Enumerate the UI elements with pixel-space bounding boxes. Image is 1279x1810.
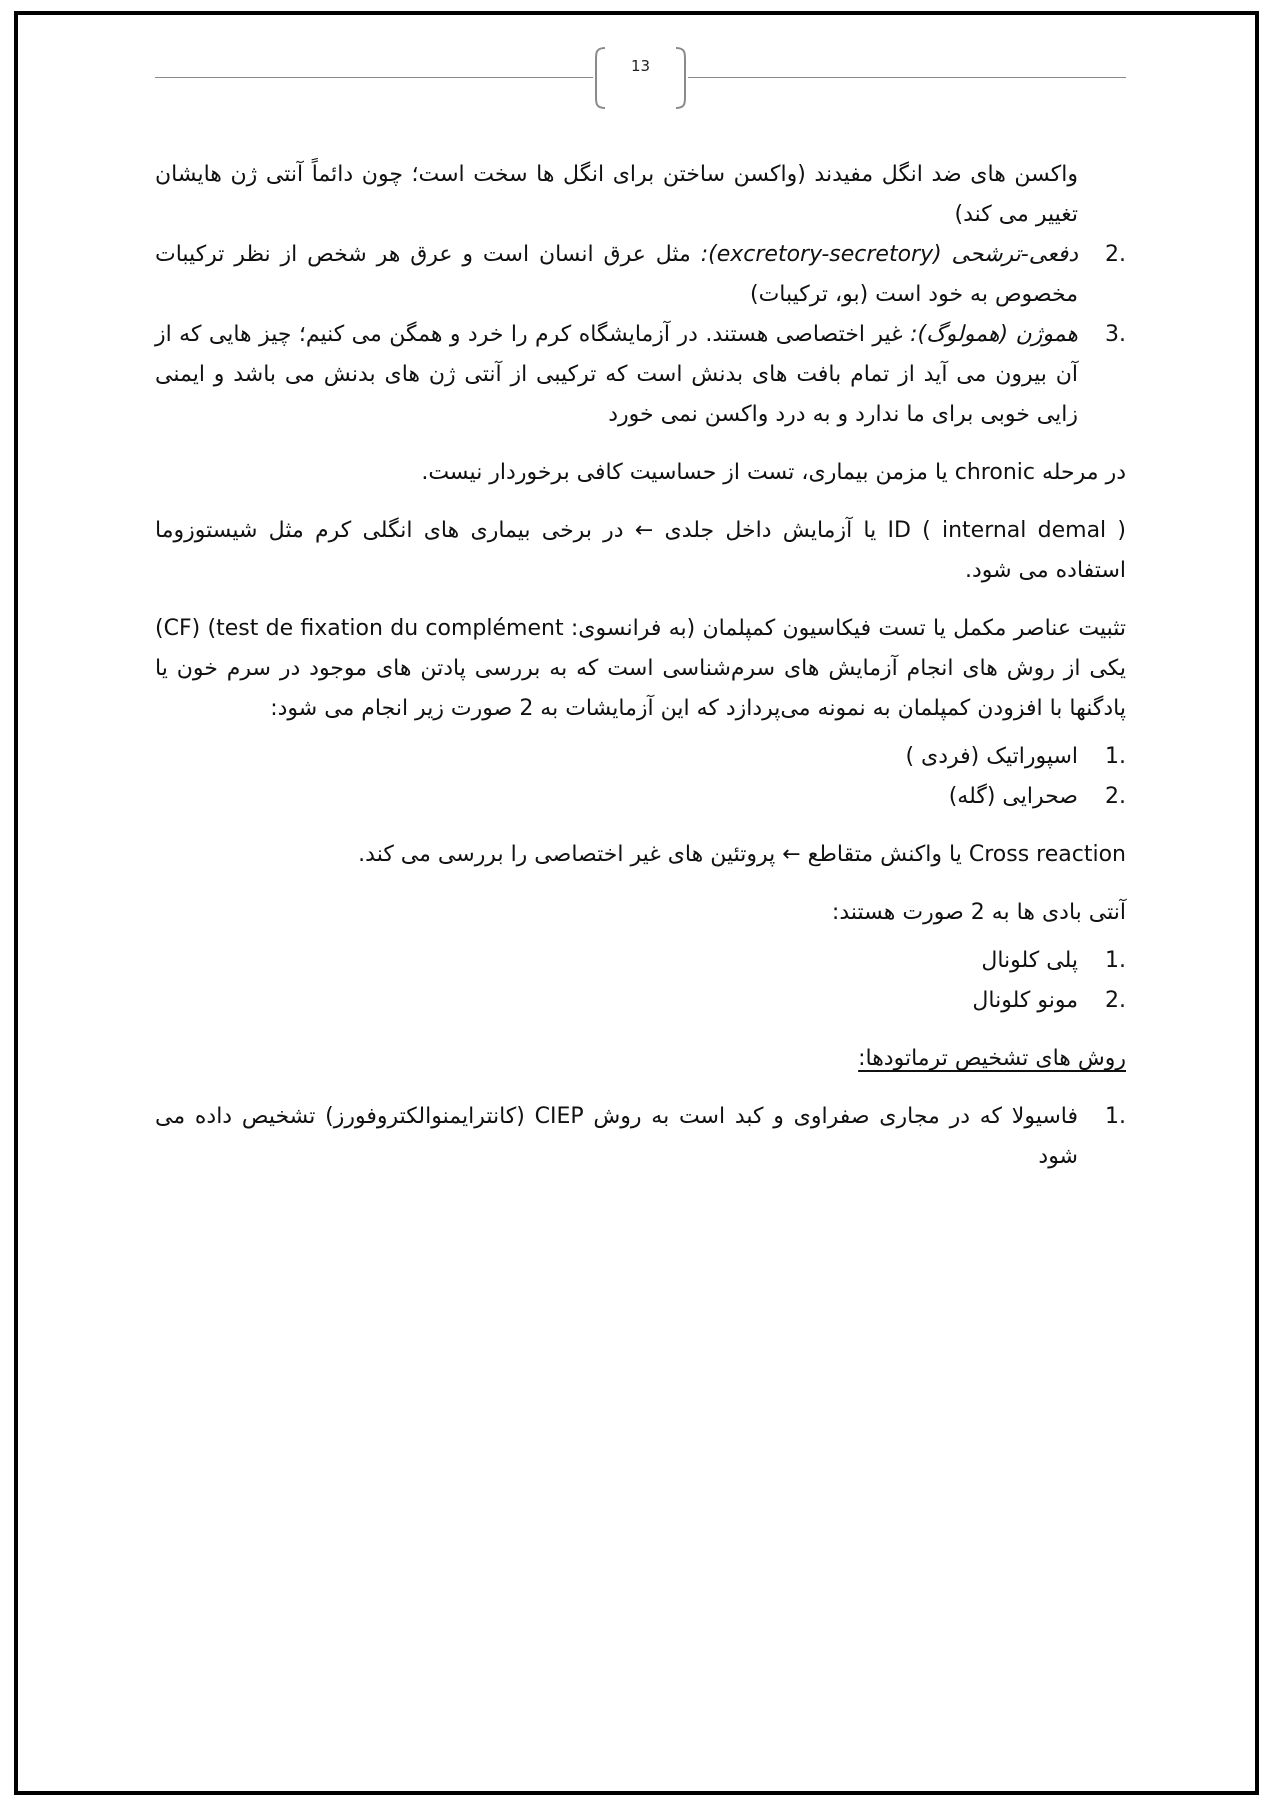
paragraph-intradermal: ID ( internal demal ) یا آزمایش داخل جلدی ← در برخی بیماری های انگلی کرم مثل شیستوزوما استفاده می شود. xyxy=(155,518,1126,583)
list-item xyxy=(155,737,1126,777)
page-content xyxy=(155,155,1126,1177)
list-item-text xyxy=(155,235,1078,315)
cf-list xyxy=(155,737,1126,817)
term-description: مثل عرق انسان است و عرق هر شخص از نظر ترکیبات مخصوص به خود است (بو، ترکیبات) xyxy=(155,242,1078,307)
list-item-text: فاسیولا که در مجاری صفراوی و کبد است به روش CIEP (کانترایمنوالکتروفورز) تشخیص داده می شود xyxy=(155,1104,1078,1169)
term-description: غیر اختصاصی هستند. در آزمایشگاه کرم را خرد و همگن می کنیم؛ چیز هایی که از آن بیرون می آید از تمام بافت های بدنش است که ترکیبی از آنتی ژن های بدنش می باشد و ایمنی زایی خوبی برای ما ندارد و به درد واکسن نمی خورد xyxy=(155,322,1078,427)
header-rule-left xyxy=(155,77,593,78)
paragraph-complement-fixation: تثبیت عناصر مکمل یا تست فیکاسیون کمپلمان (به فرانسوی: test de fixation du complément) (CF) یکی از روش های انجام آزمایش های سرم‌شناسی است که به بررسی پادتن های موجود در سرم خون یا پادگنها با افزودن کمپلمان به نمونه می‌پردازد که این آزمایشات به 2 صورت زیر انجام می شود: xyxy=(155,616,1126,721)
bracket-icon xyxy=(593,45,688,111)
list-item-text: مونو کلونال xyxy=(972,988,1078,1013)
page-number: 13 xyxy=(630,57,651,75)
list-item-text xyxy=(155,315,1078,435)
term-label: هموژن (همولوگ): xyxy=(910,322,1079,347)
paragraph-chronic: در مرحله chronic یا مزمن بیماری، تست از حساسیت کافی برخوردار نیست. xyxy=(421,460,1126,485)
list-number: 3. xyxy=(1105,322,1126,347)
page-number-bracket xyxy=(593,45,688,111)
list-item-excretory-secretory xyxy=(155,235,1126,315)
list-item xyxy=(155,981,1126,1021)
list-item-text: پلی کلونال xyxy=(981,948,1078,973)
paragraph-antibody: آنتی بادی ها به 2 صورت هستند: xyxy=(831,900,1126,925)
header-rule-right xyxy=(688,77,1126,78)
heading-text: روش های تشخیص ترماتودها: xyxy=(858,1046,1126,1071)
list-number: 2. xyxy=(1105,242,1126,267)
list-item-text: صحرایی (گله) xyxy=(948,784,1078,809)
list-number: 2. xyxy=(1105,784,1126,809)
list-item xyxy=(155,1097,1126,1177)
list-number: 1. xyxy=(1105,1104,1126,1129)
list-item-text: اسپوراتیک (فردی ) xyxy=(905,744,1078,769)
list-item-homogen xyxy=(155,315,1126,435)
list-number: 1. xyxy=(1105,948,1126,973)
paragraph-cross-reaction: Cross reaction یا واکنش متقاطع ← پروتئین های غیر اختصاصی را بررسی می کند. xyxy=(358,842,1126,867)
list-item xyxy=(155,941,1126,981)
list-item-text: واکسن های ضد انگل مفیدند (واکسن ساختن برای انگل ها سخت است؛ چون دائماً آنتی ژن هایشان تغییر می کند) xyxy=(155,162,1078,227)
list-number: 2. xyxy=(1105,988,1126,1013)
list-item xyxy=(155,777,1126,817)
trematode-list xyxy=(155,1097,1126,1177)
antibody-list xyxy=(155,941,1126,1021)
list-item-continuation xyxy=(155,155,1126,235)
term-label: دفعی-ترشحی (excretory-secretory): xyxy=(700,242,1078,267)
list-number: 1. xyxy=(1105,744,1126,769)
section-heading xyxy=(155,1039,1126,1079)
